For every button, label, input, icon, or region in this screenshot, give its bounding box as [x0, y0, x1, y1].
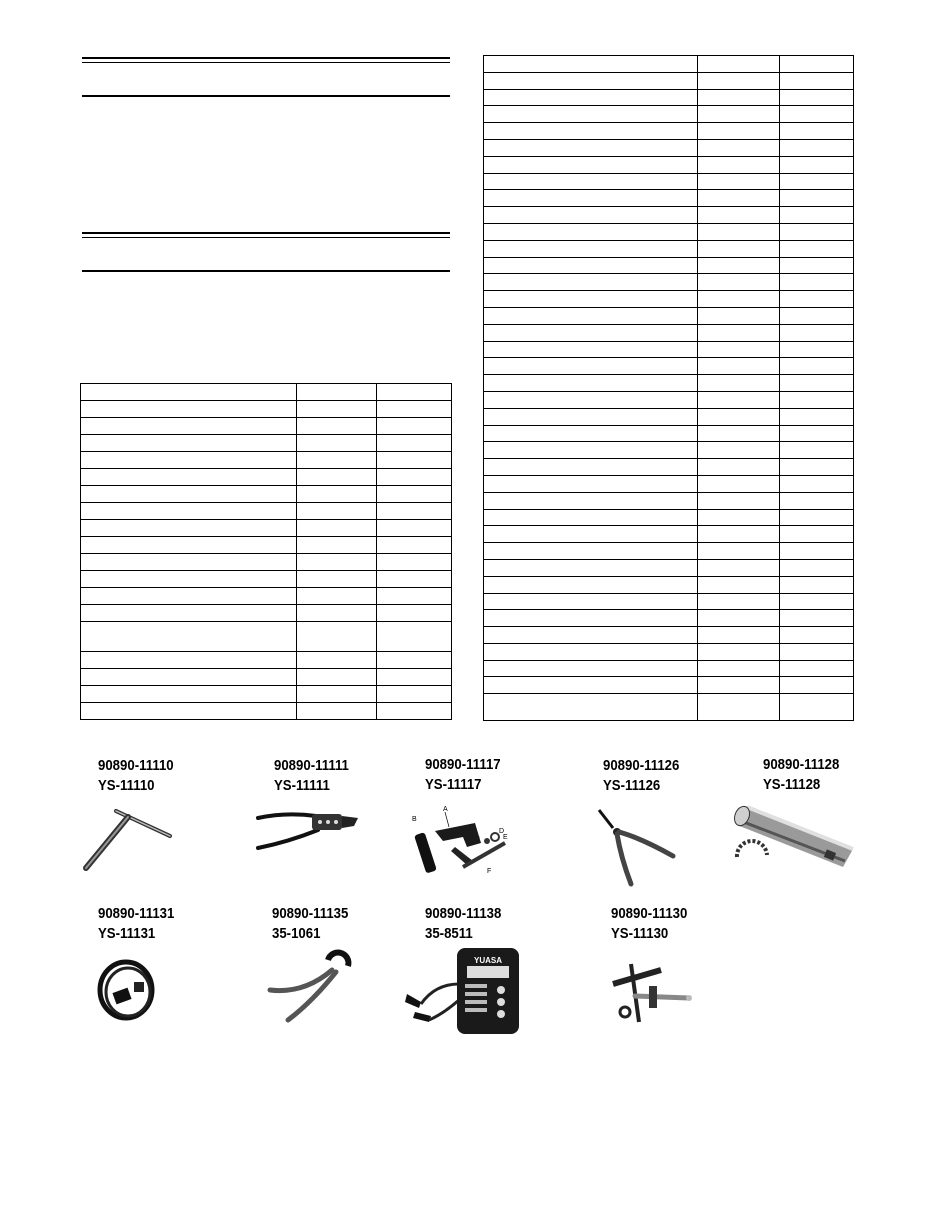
table-cell	[698, 274, 780, 291]
table-row	[484, 207, 854, 224]
table-cell	[698, 324, 780, 341]
table-cell	[484, 274, 698, 291]
table-cell	[377, 401, 452, 418]
table-cell	[698, 559, 780, 576]
table-cell	[484, 375, 698, 392]
table-cell	[698, 425, 780, 442]
table-row	[484, 442, 854, 459]
part-number: 90890-11110	[98, 757, 174, 774]
end-cutting-pliers-icon	[264, 954, 354, 1034]
alt-part-number: YS-11110	[98, 777, 155, 794]
table-cell	[81, 703, 297, 720]
table-cell	[81, 384, 297, 401]
table-cell	[780, 425, 854, 442]
table-cell	[484, 509, 698, 526]
table-cell	[698, 307, 780, 324]
battery-tester-icon	[405, 944, 525, 1039]
table-row	[484, 627, 854, 644]
tool-item	[763, 755, 850, 795]
table-row	[484, 291, 854, 308]
table-cell	[698, 543, 780, 560]
table-cell	[698, 576, 780, 593]
table-cell	[81, 486, 297, 503]
table-cell	[81, 686, 297, 703]
table-row	[81, 686, 452, 703]
table-cell	[484, 106, 698, 123]
table-row	[484, 643, 854, 660]
table-cell	[484, 694, 698, 721]
section-header-rule-2	[82, 232, 450, 238]
part-number: 90890-11131	[98, 905, 175, 922]
table-row	[484, 190, 854, 207]
table-cell	[484, 610, 698, 627]
table-row	[81, 452, 452, 469]
table-cell	[297, 401, 377, 418]
table-row	[484, 173, 854, 190]
table-cell	[698, 207, 780, 224]
table-cell	[698, 240, 780, 257]
table-row	[81, 703, 452, 720]
table-cell	[780, 223, 854, 240]
table-cell	[377, 622, 452, 652]
table-cell	[780, 509, 854, 526]
coiled-cable-icon	[96, 954, 166, 1024]
table-cell	[81, 418, 297, 435]
table-row	[484, 56, 854, 73]
table-cell	[698, 475, 780, 492]
table-cell	[297, 686, 377, 703]
table-cell	[698, 341, 780, 358]
alt-part-number: YS-11111	[274, 777, 330, 794]
table-cell	[81, 452, 297, 469]
part-number: 90890-11126	[603, 757, 680, 774]
right-specification-table	[483, 55, 854, 721]
alt-part-number: YS-11117	[425, 776, 482, 793]
part-number: 90890-11111	[274, 757, 349, 774]
table-row	[81, 418, 452, 435]
left-specification-table	[80, 383, 452, 720]
callout-f: F	[487, 868, 492, 875]
tool-item	[272, 904, 359, 944]
table-row	[484, 593, 854, 610]
table-cell	[484, 341, 698, 358]
table-cell	[780, 375, 854, 392]
hose-clamp-pliers-icon	[256, 808, 368, 858]
table-cell	[698, 139, 780, 156]
table-cell	[698, 660, 780, 677]
table-cell	[81, 669, 297, 686]
table-cell	[484, 72, 698, 89]
table-cell	[377, 503, 452, 520]
table-cell	[484, 677, 698, 694]
table-cell	[780, 173, 854, 190]
table-cell	[377, 384, 452, 401]
table-cell	[698, 643, 780, 660]
table-cell	[780, 694, 854, 721]
table-cell	[377, 669, 452, 686]
table-cell	[780, 89, 854, 106]
table-row	[484, 391, 854, 408]
table-cell	[377, 435, 452, 452]
table-cell	[780, 643, 854, 660]
table-cell	[377, 652, 452, 669]
table-cell	[297, 605, 377, 622]
table-row	[484, 492, 854, 509]
table-row	[81, 384, 452, 401]
table-cell	[780, 408, 854, 425]
table-cell	[780, 240, 854, 257]
alt-part-number: YS-11128	[763, 776, 821, 793]
table-cell	[780, 307, 854, 324]
table-cell	[81, 605, 297, 622]
table-cell	[297, 669, 377, 686]
table-cell	[780, 207, 854, 224]
table-cell	[698, 190, 780, 207]
table-row	[484, 123, 854, 140]
table-cell	[81, 652, 297, 669]
table-cell	[484, 324, 698, 341]
table-row	[81, 554, 452, 571]
table-cell	[780, 610, 854, 627]
part-number: 90890-11130	[611, 905, 688, 922]
table-row	[81, 520, 452, 537]
table-row	[484, 509, 854, 526]
table-row	[81, 652, 452, 669]
tool-item	[274, 756, 359, 796]
table-cell	[698, 391, 780, 408]
table-row	[484, 240, 854, 257]
table-cell	[780, 139, 854, 156]
table-row	[484, 324, 854, 341]
table-cell	[297, 418, 377, 435]
table-cell	[297, 571, 377, 588]
table-cell	[484, 257, 698, 274]
table-cell	[484, 408, 698, 425]
table-cell	[698, 408, 780, 425]
table-cell	[377, 469, 452, 486]
callout-b: B	[412, 816, 417, 823]
table-cell	[780, 72, 854, 89]
table-cell	[780, 492, 854, 509]
table-row	[484, 274, 854, 291]
table-cell	[484, 391, 698, 408]
table-cell	[780, 358, 854, 375]
table-cell	[297, 703, 377, 720]
table-row	[484, 660, 854, 677]
table-cell	[698, 610, 780, 627]
table-cell	[297, 520, 377, 537]
table-row	[81, 571, 452, 588]
table-row	[81, 435, 452, 452]
tester-brand-label: YUASA	[473, 956, 503, 965]
table-cell	[297, 503, 377, 520]
tool-item	[98, 756, 184, 796]
table-cell	[484, 190, 698, 207]
table-cell	[780, 291, 854, 308]
table-cell	[780, 627, 854, 644]
table-cell	[698, 56, 780, 73]
table-row	[81, 669, 452, 686]
table-cell	[297, 435, 377, 452]
table-row	[484, 459, 854, 476]
table-cell	[698, 358, 780, 375]
part-number: 90890-11135	[272, 905, 349, 922]
table-row	[484, 408, 854, 425]
table-cell	[484, 475, 698, 492]
table-cell	[780, 559, 854, 576]
tool-item	[611, 904, 698, 944]
table-cell	[81, 401, 297, 418]
table-cell	[377, 686, 452, 703]
table-row	[484, 475, 854, 492]
table-cell	[780, 677, 854, 694]
table-cell	[780, 475, 854, 492]
table-cell	[484, 643, 698, 660]
table-cell	[484, 89, 698, 106]
table-cell	[484, 543, 698, 560]
table-cell	[297, 554, 377, 571]
table-cell	[297, 384, 377, 401]
table-cell	[780, 593, 854, 610]
table-cell	[780, 190, 854, 207]
table-cell	[484, 156, 698, 173]
table-cell	[484, 559, 698, 576]
table-row	[81, 503, 452, 520]
table-cell	[780, 341, 854, 358]
table-row	[484, 576, 854, 593]
part-number: 90890-11117	[425, 756, 501, 773]
table-row	[484, 610, 854, 627]
alt-part-number: 35-8511	[425, 925, 473, 942]
table-cell	[698, 72, 780, 89]
table-cell	[780, 123, 854, 140]
table-cell	[698, 123, 780, 140]
table-cell	[484, 56, 698, 73]
table-row	[484, 559, 854, 576]
table-cell	[698, 526, 780, 543]
alt-part-number: 35-1061	[272, 925, 321, 942]
table-cell	[377, 520, 452, 537]
table-row	[484, 72, 854, 89]
tool-item	[603, 756, 690, 796]
part-number: 90890-11128	[763, 756, 840, 773]
table-row	[81, 401, 452, 418]
table-cell	[698, 627, 780, 644]
table-row	[484, 358, 854, 375]
table-cell	[297, 622, 377, 652]
valve-spring-compressor-kit-icon	[412, 803, 525, 883]
table-cell	[780, 459, 854, 476]
table-cell	[484, 627, 698, 644]
table-cell	[780, 543, 854, 560]
table-cell	[81, 435, 297, 452]
callout-e: E	[503, 834, 508, 841]
table-cell	[484, 123, 698, 140]
table-cell	[81, 520, 297, 537]
table-cell	[297, 537, 377, 554]
table-cell	[297, 452, 377, 469]
table-cell	[698, 593, 780, 610]
table-cell	[698, 106, 780, 123]
table-cell	[484, 240, 698, 257]
table-row	[484, 425, 854, 442]
tool-item	[425, 904, 512, 965]
table-cell	[484, 459, 698, 476]
table-cell	[698, 442, 780, 459]
alt-part-number: YS-11131	[98, 925, 156, 942]
table-cell	[484, 307, 698, 324]
table-row	[484, 156, 854, 173]
table-cell	[698, 459, 780, 476]
alt-part-number: YS-11130	[611, 925, 669, 942]
table-row	[484, 341, 854, 358]
table-cell	[484, 207, 698, 224]
table-cell	[484, 358, 698, 375]
table-row	[484, 526, 854, 543]
table-cell	[484, 173, 698, 190]
table-row	[484, 139, 854, 156]
table-cell	[780, 156, 854, 173]
table-cell	[780, 257, 854, 274]
table-cell	[698, 492, 780, 509]
table-row	[484, 106, 854, 123]
table-cell	[377, 588, 452, 605]
table-row	[484, 89, 854, 106]
table-row	[81, 537, 452, 554]
table-cell	[484, 576, 698, 593]
table-cell	[377, 703, 452, 720]
table-cell	[484, 660, 698, 677]
table-row	[484, 375, 854, 392]
table-row	[484, 223, 854, 240]
table-row	[81, 622, 452, 652]
alt-part-number: YS-11126	[603, 777, 661, 794]
tool-item	[412, 755, 511, 875]
table-cell	[377, 605, 452, 622]
table-row	[484, 694, 854, 721]
table-cell	[698, 694, 780, 721]
table-cell	[81, 588, 297, 605]
table-cell	[698, 677, 780, 694]
table-cell	[377, 537, 452, 554]
table-cell	[81, 537, 297, 554]
table-cell	[297, 469, 377, 486]
table-cell	[780, 391, 854, 408]
table-cell	[780, 106, 854, 123]
table-cell	[81, 554, 297, 571]
table-cell	[297, 486, 377, 503]
table-cell	[698, 291, 780, 308]
table-cell	[780, 56, 854, 73]
table-row	[81, 469, 452, 486]
tube-tool-icon	[733, 799, 863, 879]
table-cell	[81, 622, 297, 652]
table-cell	[484, 492, 698, 509]
table-cell	[698, 375, 780, 392]
table-row	[484, 543, 854, 560]
table-cell	[377, 486, 452, 503]
table-row	[484, 307, 854, 324]
table-cell	[81, 571, 297, 588]
table-cell	[780, 576, 854, 593]
table-cell	[780, 274, 854, 291]
table-cell	[377, 571, 452, 588]
callout-a: A	[443, 806, 448, 813]
table-row	[484, 677, 854, 694]
table-row	[81, 588, 452, 605]
table-cell	[780, 324, 854, 341]
table-cell	[698, 223, 780, 240]
table-cell	[698, 173, 780, 190]
table-cell	[698, 257, 780, 274]
tool-item	[98, 904, 185, 944]
table-cell	[698, 89, 780, 106]
table-cell	[698, 509, 780, 526]
t-handle-wrench-icon	[80, 806, 190, 886]
table-cell	[377, 554, 452, 571]
part-number: 90890-11138	[425, 905, 502, 922]
table-row	[484, 257, 854, 274]
callout-d: D	[499, 828, 505, 835]
table-cell	[484, 526, 698, 543]
table-cell	[484, 442, 698, 459]
table-cell	[484, 223, 698, 240]
table-row	[81, 605, 452, 622]
section-header-rule-1	[82, 57, 450, 63]
table-cell	[780, 442, 854, 459]
table-cell	[377, 418, 452, 435]
table-cell	[698, 156, 780, 173]
table-cell	[780, 660, 854, 677]
table-cell	[81, 469, 297, 486]
circlip-pliers-icon	[597, 808, 687, 888]
table-cell	[780, 526, 854, 543]
table-cell	[484, 139, 698, 156]
table-cell	[297, 652, 377, 669]
table-cell	[484, 291, 698, 308]
table-cell	[377, 452, 452, 469]
table-cell	[484, 425, 698, 442]
table-cell	[297, 588, 377, 605]
table-cell	[484, 593, 698, 610]
table-cell	[81, 503, 297, 520]
table-row	[81, 486, 452, 503]
gear-puller-icon	[605, 956, 695, 1036]
